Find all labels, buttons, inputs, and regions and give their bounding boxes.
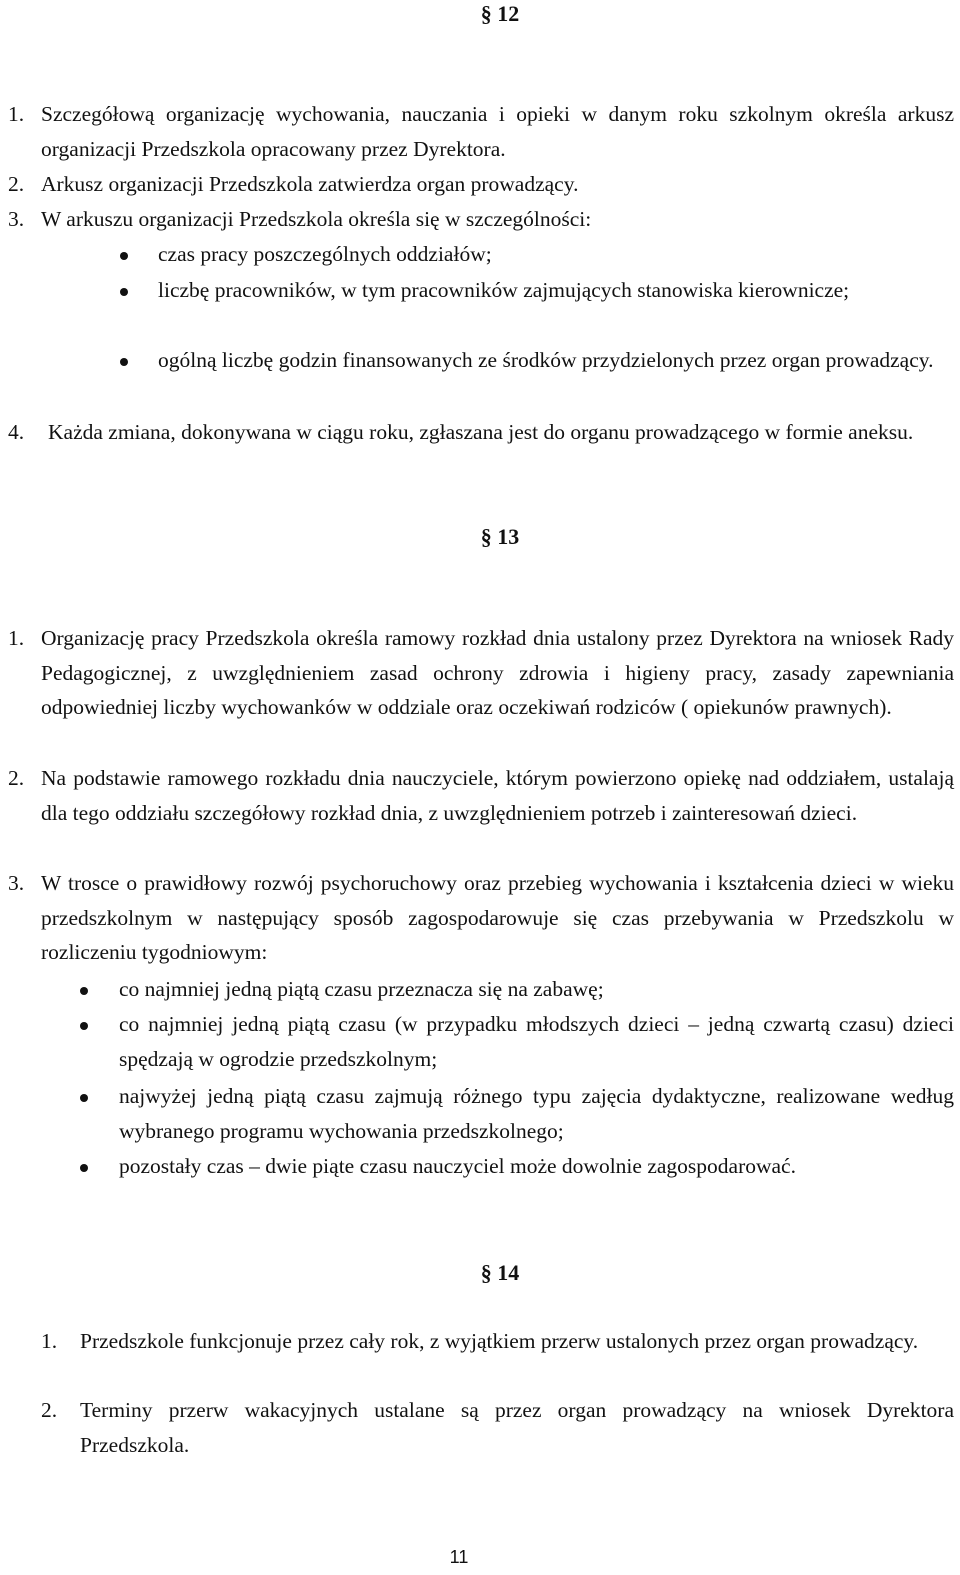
section-14-item-1-number: 1. — [41, 1329, 58, 1353]
section-12-heading: § 12 — [480, 1, 520, 26]
section-14-heading: § 14 — [480, 1260, 520, 1285]
section-12-item-1-text: Szczegółową organizację wychowania, nauczania i opieki w danym roku szkolnym określa arkusz organizacji Przedszkola opracowany przez Dyrektora. — [41, 102, 954, 161]
section-14-item-1-text: Przedszkole funkcjonuje przez cały rok, z wyjątkiem przerw ustalonych przez organ prowadzący. — [80, 1329, 919, 1353]
section-14-item-2-number: 2. — [41, 1398, 58, 1422]
bullet-icon — [80, 1164, 88, 1172]
bullet-icon — [80, 987, 88, 995]
bullet-icon — [80, 1094, 88, 1102]
section-12-bullet-2: liczbę pracowników, w tym pracowników zajmujących stanowiska kierownicze; — [158, 278, 850, 302]
bullet-icon — [80, 1022, 88, 1030]
section-13-item-2-text: Na podstawie ramowego rozkładu dnia nauczyciele, którym powierzono opiekę nad oddziałem, ustalają dla tego oddziału szczegółowy rozkład dnia, z uwzględnieniem potrzeb i zainteresowań dzieci. — [41, 766, 954, 825]
section-12-bullet-1: czas pracy poszczególnych oddziałów; — [158, 242, 492, 266]
bullet-icon — [120, 252, 128, 260]
section-13-bullet-4: pozostały czas – dwie piąte czasu nauczyciel może dowolnie zagospodarować. — [119, 1154, 796, 1178]
section-14-item-2-text: Terminy przerw wakacyjnych ustalane są przez organ prowadzący na wniosek Dyrektora Przedszkola. — [80, 1398, 954, 1457]
section-13-bullet-2: co najmniej jedną piątą czasu (w przypadku młodszych dzieci – jedną czwartą czasu) dzieci spędzają w ogrodzie przedszkolnym; — [119, 1012, 954, 1071]
section-13-item-1-text: Organizację pracy Przedszkola określa ramowy rozkład dnia ustalony przez Dyrektora na wniosek Rady Pedagogicznej, z uwzględnieniem zasad ochrony zdrowia i higieny pracy, zasady zapewniania odpowiedniej liczby wychowanków w oddziale oraz oczekiwań rodziców ( opiekunów prawnych). — [41, 626, 954, 720]
section-12-bullet-3: ogólną liczbę godzin finansowanych ze środków przydzielonych przez organ prowadzący. — [158, 348, 934, 372]
page-number: 11 — [449, 1547, 469, 1567]
section-13-item-3-text: W trosce o prawidłowy rozwój psychoruchowy oraz przebieg wychowania i kształcenia dzieci w wieku przedszkolnym w następujący sposób zagospodarowuje się czas przebywania w Przedszkolu w rozliczeniu tygodniowym: — [41, 871, 954, 965]
section-13-item-1-number: 1. — [8, 626, 25, 650]
section-12-item-2-number: 2. — [8, 172, 25, 196]
section-13-bullet-3: najwyżej jedną piątą czasu zajmują różnego typu zajęcia dydaktyczne, realizowane według wybranego programu wychowania przedszkolnego; — [119, 1084, 954, 1143]
section-13-heading: § 13 — [480, 524, 520, 549]
section-12-item-4-number: 4. — [8, 420, 25, 444]
section-13-bullet-1: co najmniej jedną piątą czasu przeznacza się na zabawę; — [119, 977, 604, 1001]
section-12-item-3-text: W arkuszu organizacji Przedszkola określa się w szczególności: — [41, 207, 592, 231]
bullet-icon — [120, 288, 128, 296]
section-13-item-2-number: 2. — [8, 766, 25, 790]
section-12-item-3-number: 3. — [8, 207, 25, 231]
section-13-item-3-number: 3. — [8, 871, 25, 895]
section-12-item-1-number: 1. — [8, 102, 25, 126]
bullet-icon — [120, 358, 128, 366]
section-12-item-4-text: Każda zmiana, dokonywana w ciągu roku, zgłaszana jest do organu prowadzącego w formie aneksu. — [48, 420, 914, 444]
section-12-item-2-text: Arkusz organizacji Przedszkola zatwierdza organ prowadzący. — [41, 172, 579, 196]
